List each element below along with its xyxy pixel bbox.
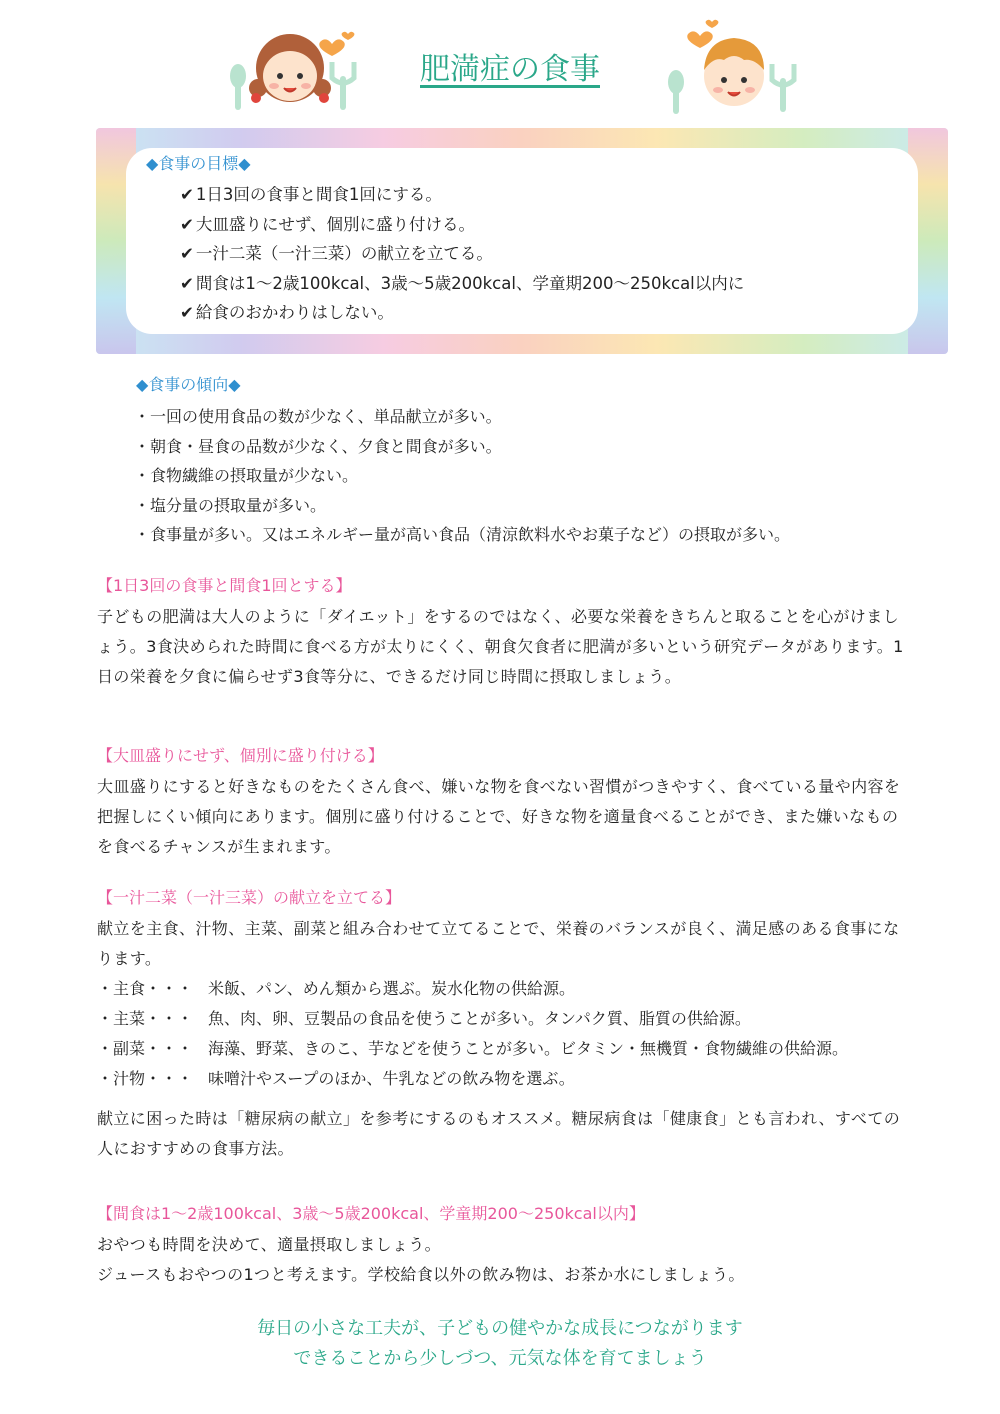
section-heading: 【大皿盛りにせず、個別に盛り付ける】: [97, 746, 384, 765]
checkmark-icon: ✔: [180, 244, 194, 263]
section-body: 献立を主食、汁物、主菜、副菜と組み合わせて立てることで、栄養のバランスが良く、満足感のある食事になります。: [97, 919, 900, 968]
footer-message: [0, 1314, 1000, 1374]
checkmark-icon: ✔: [180, 303, 194, 322]
checkmark-icon: ✔: [180, 214, 194, 234]
goal-item: ✔ 給食のおかわりはしない。: [180, 303, 394, 322]
menu-item-key: ・汁物・・・: [97, 1069, 194, 1088]
section-line: おやつも時間を決めて、適量摂取しましょう。: [97, 1235, 442, 1254]
menu-item-staple: [97, 974, 909, 1004]
section-heading: 【一汁二菜（一汁三菜）の献立を立てる】: [97, 888, 402, 907]
goal-item: ✔ 間食は1～2歳100kcal、3歳～5歳200kcal、学童期200～250kcal以内に: [180, 273, 745, 293]
boy-with-spoon-fork-illustration: [660, 12, 810, 116]
menu-item-key: ・主菜・・・: [97, 1009, 194, 1028]
header: [0, 0, 1000, 125]
section-heading: 【1日3回の食事と間食1回とする】: [97, 576, 352, 595]
trends-heading: ◆食事の傾向◆: [136, 375, 241, 394]
menu-item-side: [97, 1034, 909, 1064]
trend-item: ・食事量が多い。又はエネルギー量が高い食品（清涼飲料水やお菓子など）の摂取が多い。: [134, 525, 791, 544]
checkmark-icon: ✔: [180, 273, 194, 293]
section-body: 大皿盛りにすると好きなものをたくさん食べ、嫌いな物を食べない習慣がつきやすく、食べている量や内容を把握しにくい傾向にあります。個別に盛り付けることで、好きな物を適量食べることができ、また嫌いなものを食べるチャンスが生まれます。: [97, 777, 901, 856]
menu-item-value: 海藻、野菜、きのこ、芋などを使うことが多い。ビタミン・無機質・食物繊維の供給源。: [208, 1039, 849, 1058]
menu-item-value: 魚、肉、卵、豆製品の食品を使うことが多い。タンパク質、脂質の供給源。: [208, 1009, 751, 1028]
trend-item: ・朝食・昼食の品数が少なく、夕食と間食が多い。: [134, 436, 502, 456]
trend-item: ・食物繊維の摂取量が少ない。: [134, 466, 359, 485]
menu-item-soup: [97, 1064, 909, 1094]
goals-list: [180, 180, 744, 328]
goals-heading: ◆食事の目標◆: [146, 154, 251, 173]
menu-item-key: ・主食・・・: [97, 979, 194, 998]
trends-list: [134, 402, 790, 550]
girl-with-spoon-fork-illustration: [222, 14, 372, 114]
menu-item-key: ・副菜・・・: [97, 1039, 194, 1058]
section-note: 献立に困った時は「糖尿病の献立」を参考にするのもオススメ。糖尿病食は「健康食」とも言われ、すべての人におすすめの食事方法。: [97, 1109, 901, 1158]
page-title: 肥満症の食事: [420, 52, 600, 87]
goal-item: ✔ 一汁二菜（一汁三菜）の献立を立てる。: [180, 244, 493, 263]
goal-item: ✔ 1日3回の食事と間食1回にする。: [180, 185, 442, 204]
section-menu: [97, 886, 909, 1164]
trend-item: ・塩分量の摂取量が多い。: [134, 495, 327, 515]
section-body: 子どもの肥満は大人のように「ダイエット」をするのではなく、必要な栄養をきちんと取ることを心がけましょう。3食決められた時間に食べる方が太りにくく、朝食欠食者に肥満が多いという研究データがあります。1日の栄養を夕食に偏らせず3食等分に、できるだけ同じ時間に摂取しましょう。: [97, 607, 904, 686]
goal-item: ✔ 大皿盛りにせず、個別に盛り付ける。: [180, 214, 476, 234]
trend-item: ・一回の使用食品の数が少なく、単品献立が多い。: [134, 407, 502, 426]
menu-item-value: 味噌汁やスープのほか、牛乳などの飲み物を選ぶ。: [208, 1069, 575, 1088]
section-snack: [97, 1202, 909, 1290]
menu-item-value: 米飯、パン、めん類から選ぶ。炭水化物の供給源。: [208, 979, 576, 998]
section-line: ジュースもおやつの1つと考えます。学校給食以外の飲み物は、お茶か水にしましょう。: [97, 1265, 745, 1284]
footer-line: できることから少しづつ、元気な体を育てましょう: [293, 1348, 707, 1369]
section-heading: 【間食は1～2歳100kcal、3歳～5歳200kcal、学童期200～250kcal以内】: [97, 1204, 645, 1223]
footer-line: 毎日の小さな工夫が、子どもの健やかな成長につながります: [257, 1318, 743, 1339]
section-plates: [97, 744, 909, 862]
section-meals: [97, 574, 909, 692]
menu-item-main: [97, 1004, 909, 1034]
checkmark-icon: ✔: [180, 185, 194, 204]
